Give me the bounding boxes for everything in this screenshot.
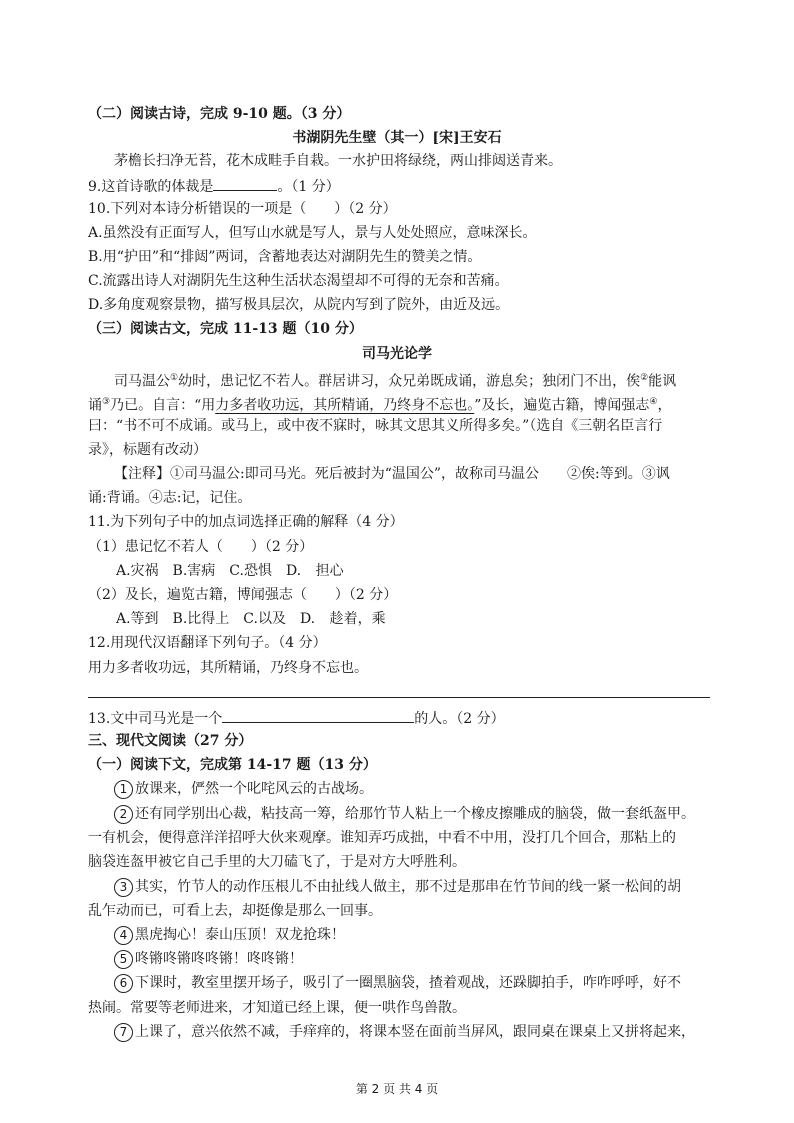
classical-text: 能讽 [648, 373, 677, 390]
paragraph-text: 还有同学别出心裁，粘技高一筹，给那竹节人粘上一个橡皮擦雕成的脑袋，做一套纸盔甲。 [135, 806, 695, 822]
paragraph-text: 其实，竹节人的动作压根儿不由扯线人做主，那不过是那串在竹节间的线一紧一松间的胡 [135, 879, 681, 895]
classical-text: 诵 [88, 397, 102, 414]
question-11-1: （1）患记忆不若人（ ）（2 分） [88, 539, 314, 555]
paragraph-6-line-2: 热闹。常要等老师进来，才知道已经上课，便一哄作鸟兽散。 [88, 1000, 466, 1016]
notes-line-2: 诵:背诵。④志:记，记住。 [88, 490, 252, 506]
footnote-mark: ④ [649, 397, 658, 407]
classical-text: ， [657, 397, 672, 414]
classical-text: 乃已。自言：“用 [110, 397, 216, 414]
question-12-sentence: 用力多者收功远，其所精诵，乃终身不忘也。 [88, 660, 368, 676]
paragraph-2 [114, 803, 734, 825]
answer-blank-13[interactable] [222, 706, 414, 723]
answer-blank-9[interactable] [213, 174, 277, 191]
question-11: 11.为下列句子中的加点词选择正确的解释（4 分） [88, 514, 404, 530]
paragraph-7 [114, 1021, 734, 1043]
part-heading-modern: 三、现代文阅读（27 分） [88, 733, 253, 749]
classical-line-4: 录》，标题有改动） [88, 442, 207, 458]
question-11-2: （2）及长，遍览古籍，博闻强志（ ）（2 分） [88, 587, 398, 603]
footnote-mark: ① [170, 373, 179, 383]
poem-text: 茅檐长扫净无苔，花木成畦手自栽。一水护田将绿绕，两山排闼送青来。 [114, 153, 562, 169]
paragraph-5 [114, 948, 734, 970]
classical-text: 幼时，患记忆不若人。群居讲习，众兄弟既成诵，游息矣；独闭门不出，俟 [178, 373, 641, 390]
question-11-1-options: A.灾祸 B.害病 C.恐惧 D. 担心 [116, 563, 344, 579]
paragraph-2-line-3: 脑袋连盔甲被它自己手里的大刀磕飞了，于是对方大呼胜利。 [88, 854, 466, 870]
option-10b: B.用“护田”和“排闼”两词，含蓄地表达对湖阴先生的赞美之情。 [88, 249, 482, 265]
notes-line-1: 【注释】①司马温公:即司马光。死后被封为“温国公”，故称司马温公 ②俟:等到。③讽 [114, 466, 670, 482]
question-12: 12.用现代汉语翻译下列句子。（4 分） [88, 635, 327, 651]
question-13-score: 的人。（2 分） [414, 711, 505, 727]
paragraph-number: 4 [114, 926, 133, 945]
option-10a: A.虽然没有正面写人，但写山水就是写人，景与人处处照应，意味深长。 [88, 225, 537, 241]
paragraph-number: 6 [114, 974, 133, 993]
question-9 [88, 174, 734, 198]
paragraph-text: 咚锵咚锵咚咚锵！咚咚锵！ [135, 951, 303, 967]
question-10: 10.下列对本诗分析错误的一项是（ ）（2 分） [88, 201, 397, 217]
answer-line-12[interactable] [88, 697, 710, 698]
paragraph-number: 2 [114, 805, 133, 824]
question-11-2-options: A.等到 B.比得上 C.以及 D. 趁着，乘 [116, 611, 386, 627]
classical-title: 司马光论学 [362, 346, 432, 362]
section-heading-classical: （三）阅读古文，完成 11-13 题（10 分） [88, 321, 363, 337]
section-heading-poem: （二）阅读古诗，完成 9-10 题。（3 分） [88, 106, 351, 122]
paragraph-text: 上课了，意兴依然不减，手痒痒的，将课本竖在面前当屏风，跟同桌在课桌上又拼将起来， [135, 1024, 695, 1040]
question-13 [88, 706, 734, 730]
paragraph-number: 5 [114, 950, 133, 969]
subsection-heading-modern: （一）阅读下文，完成第 14-17 题（13 分） [88, 757, 377, 773]
footnote-mark: ③ [102, 397, 111, 407]
question-13-text: 13.文中司马光是一个 [88, 711, 223, 727]
option-10c: C.流露出诗人对湖阴先生这种生活状态渴望却不可得的无奈和苦痛。 [88, 273, 509, 289]
poem-title: 书湖阴先生壁（其一）[宋]王安石 [292, 130, 502, 146]
footnote-mark: ② [640, 373, 649, 383]
paragraph-4 [114, 924, 734, 946]
paragraph-2-line-2: 一有机会，便得意洋洋招呼大伙来观摩。谁知弄巧成拙，中看不中用，没打几个回合，那粘上的 [88, 830, 676, 846]
classical-text: ”及长，遍览古籍，博闻强志 [474, 397, 650, 414]
paragraph-3-line-2: 乱乍动而已，可看上去，却挺像是那么一回事。 [88, 903, 382, 919]
paragraph-3 [114, 876, 734, 898]
paragraph-number: 7 [114, 1023, 133, 1042]
underlined-sentence: 力多者收功远，其所精诵，乃终身不忘也。 [215, 397, 475, 414]
classical-line-1 [114, 367, 734, 393]
page-footer: 第 2 页 共 4 页 [355, 1082, 439, 1096]
classical-text: 司马温公 [114, 373, 170, 390]
question-9-score: 。（1 分） [277, 179, 340, 195]
paragraph-text: 下课时，教室里摆开场子，吸引了一圈黑脑袋，揸着观战，还跺脚拍手，咋咋呼呼，好不 [135, 975, 681, 991]
paragraph-text: 放课来，俨然一个叱咤风云的古战场。 [135, 781, 373, 797]
paragraph-number: 1 [114, 780, 133, 799]
paragraph-number: 3 [114, 878, 133, 897]
paragraph-6 [114, 972, 734, 994]
option-10d: D.多角度观察景物，描写极具层次，从院内写到了院外，由近及远。 [88, 297, 510, 313]
paragraph-text: 黑虎掏心！泰山压顶！双龙抢珠！ [135, 927, 345, 943]
classical-line-3: 曰：“书不可不成诵。或马上，或中夜不寐时，咏其文思其义所得多矣。”（选自《三朝名臣言行 [88, 418, 663, 434]
classical-line-2 [88, 391, 734, 417]
question-9-text: 9.这首诗歌的体裁是 [88, 179, 214, 195]
paragraph-1 [114, 778, 734, 800]
